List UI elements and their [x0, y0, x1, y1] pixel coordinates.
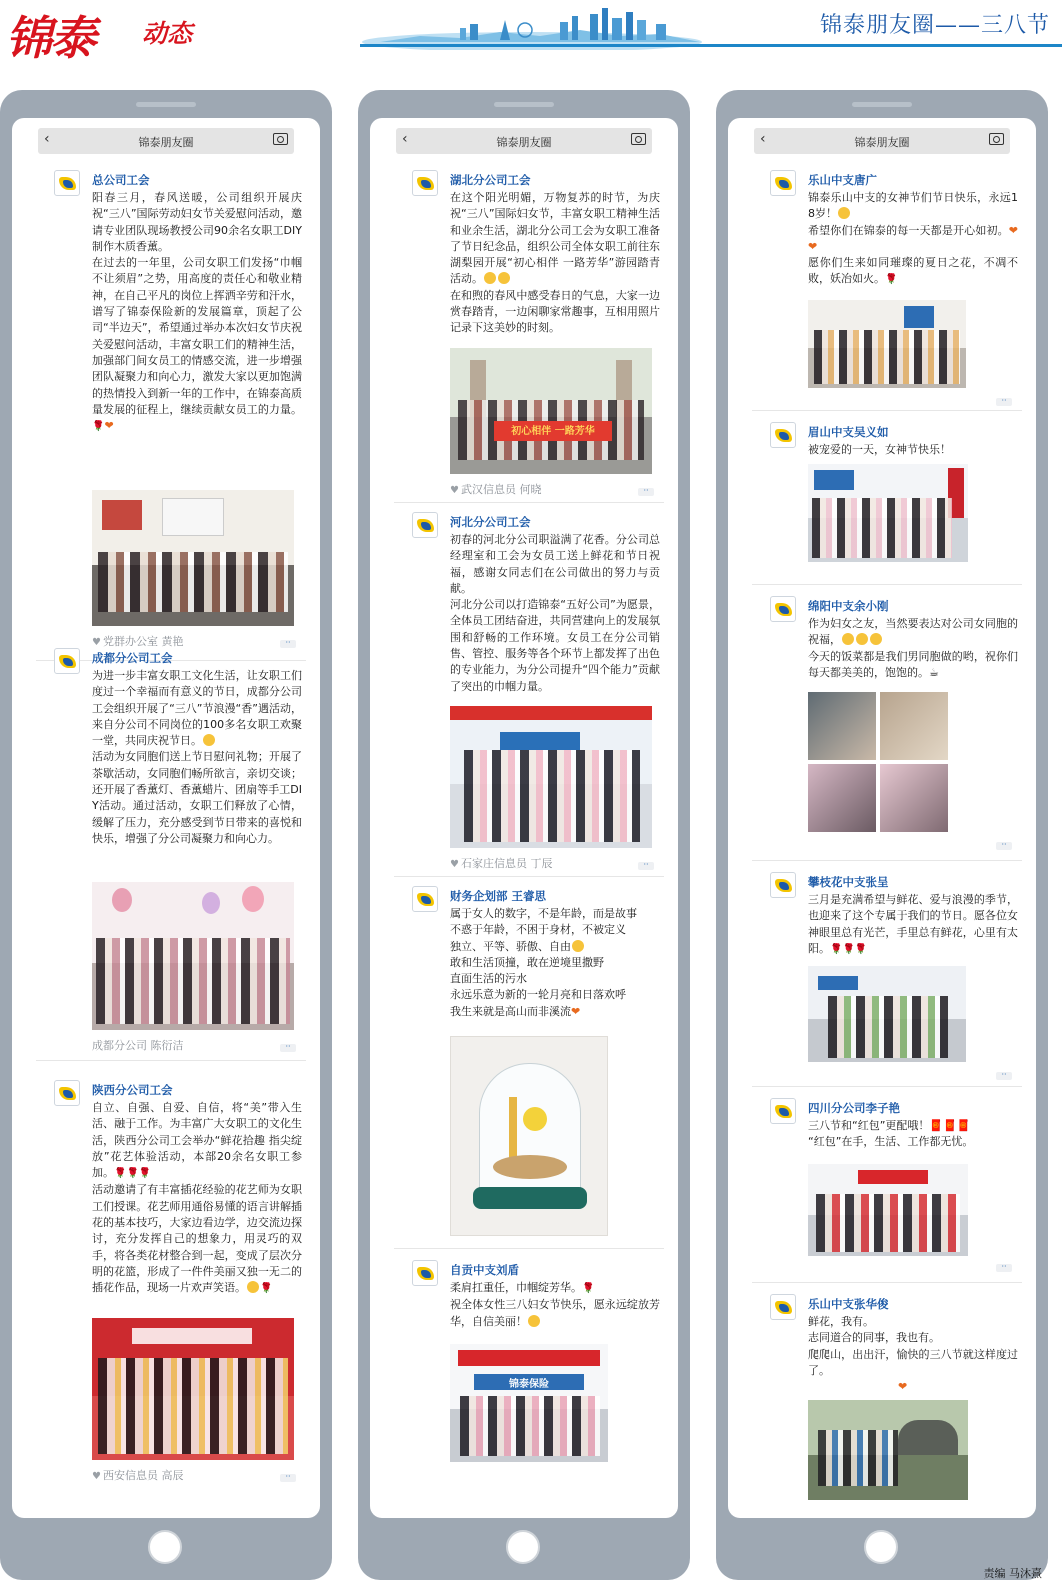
post-photo[interactable] [450, 348, 652, 474]
post-paragraph: 直面生活的污水 [450, 972, 527, 986]
post-paragraph: 在过去的一年里，公司女职工们发扬“巾帼不让须眉”之势，用高度的责任心和敬业精神，在自己平凡的岗位上挥洒辛劳和汗水，谱写了锦泰保险新的发展篇章，顶起了公司“半边天”，希望通过举办本次妇女节庆祝关爱慰问活动，丰富女职工们的精神生活，加强部门间女员工的情感交流，进一步增强团队凝聚力和向心力，激发大家以更加饱满的热情投入到新一年的工作中，在锦泰高质量发展的征程上，继续贡献女员工的力量。🌹❤ [92, 256, 302, 433]
company-logo-avatar[interactable] [412, 512, 438, 538]
like-heart-icon[interactable]: ♥ [92, 1471, 101, 1482]
post-paragraph: 在这个阳光明媚，万物复苏的时节，为庆祝“三八”国际妇女节，丰富女职工精神生活和业余生活，湖北分公司工会为女职工准备了节日纪念品，组织公司全体女职工前往东湖梨园开展“初心相伴 一路芳华”游园踏青活动。 [450, 191, 660, 286]
rose-emoji-icon: 🌹 [92, 421, 105, 433]
post-paragraph: 鲜花，我有。 [808, 1315, 874, 1328]
phone-frame-1 [0, 90, 332, 1580]
logo-main: 锦泰 [6, 11, 94, 65]
phone-frame-2 [358, 90, 690, 1580]
post-paragraph: 永远乐意为新的一轮月亮和日落欢呼 [450, 988, 626, 1002]
post-paragraph: 被宠爱的一天，女神节快乐！ [808, 443, 951, 456]
post-divider [394, 876, 664, 877]
post-author[interactable]: 乐山中支张华俊 [808, 1297, 889, 1311]
page-title: 锦泰朋友圈——三八节 [819, 13, 1050, 38]
post-text [450, 906, 660, 1020]
logo-sub: 动态 [142, 19, 193, 48]
post-paragraph [808, 1379, 1018, 1395]
post-paragraph: 敢和生活顶撞，敢在逆境里撒野 [450, 955, 604, 969]
post-text [808, 616, 1018, 681]
company-logo-avatar[interactable] [412, 1260, 438, 1286]
post-footer: ♥ 党群办公室 黄艳 [92, 635, 184, 648]
post-text [808, 190, 1018, 289]
smile-emoji-icon [856, 633, 868, 645]
smile-emoji-icon [484, 272, 496, 284]
app-title: 锦泰朋友圈 [496, 136, 552, 149]
phone-screen-2 [370, 118, 678, 1518]
rose-emoji-icon: 🌹 [582, 1283, 595, 1294]
app-topbar [396, 128, 652, 154]
company-logo-avatar[interactable] [54, 1080, 80, 1106]
more-options-icon[interactable]: ·· [638, 862, 654, 870]
post-author[interactable]: 财务企划部 王睿思 [450, 889, 547, 903]
post-author[interactable]: 成都分公司工会 [92, 651, 173, 665]
more-options-icon[interactable]: ·· [996, 842, 1012, 850]
company-logo-avatar[interactable] [770, 872, 796, 898]
post-paragraph: 自立、自强、自爱、自信，将“美”带入生活、融于工作。为丰富广大女职工的文化生活，陕西分公司工会举办“鲜花拾趣 指尖绽放”花艺体验活动，本部20余名女职工参加。🌹🌹🌹 [92, 1101, 302, 1180]
post-divider [752, 860, 1022, 861]
app-title: 锦泰朋友圈 [138, 136, 194, 149]
post-footer: 成都分公司 陈衍洁 [92, 1039, 184, 1052]
post-text [808, 1314, 1018, 1395]
camera-icon[interactable] [631, 133, 646, 145]
heart-emoji-icon: ❤ [571, 1004, 581, 1018]
post-paragraph: 柔肩扛重任，巾帼绽芳华。🌹 [450, 1281, 595, 1294]
post-text [450, 1280, 660, 1330]
phone-home-button [148, 1530, 182, 1564]
like-heart-icon[interactable]: ♥ [450, 485, 459, 496]
post-photo[interactable] [450, 1036, 608, 1236]
photo-banner-text: 初心相伴 一路芳华 [511, 426, 595, 438]
more-options-icon[interactable]: ·· [996, 398, 1012, 406]
post-text [92, 190, 302, 435]
more-options-icon[interactable]: ·· [638, 488, 654, 496]
more-options-icon[interactable]: ·· [996, 1072, 1012, 1080]
post-divider [36, 1060, 306, 1061]
post-footer: ♥ 石家庄信息员 丁辰 [450, 857, 553, 870]
post-author[interactable]: 陕西分公司工会 [92, 1083, 173, 1097]
coffee-emoji-icon: ☕ [929, 665, 939, 679]
post-divider [394, 502, 664, 503]
smile-emoji-icon [203, 734, 215, 746]
post-footer: ♥ 西安信息员 高辰 [92, 1469, 184, 1482]
post-paragraph: 活动邀请了有丰富插花经验的花艺师为女职工们授课。花艺师用通俗易懂的语言讲解插花的基本技巧，大家边看边学，边交流边探讨，充分发挥自己的想象力，用灵巧的双手，将各类花材整合到一起，变成了层次分明的花篮，形成了一件件美丽又独一无二的插花作品，现场一片欢声笑语。 🌹 [92, 1183, 302, 1295]
post-photo[interactable] [92, 1318, 294, 1460]
company-logo-avatar[interactable] [770, 170, 796, 196]
speaker-slot [136, 102, 196, 107]
back-arrow-icon[interactable]: ‹ [760, 131, 766, 147]
post-paragraph: 锦泰乐山中支的女神节们节日快乐，永远18岁！ [808, 191, 1018, 221]
smile-emoji-icon [870, 633, 882, 645]
like-heart-icon[interactable]: ♥ [92, 637, 101, 648]
rose-emoji-icon: 🌹🌹🌹 [114, 1168, 152, 1180]
smile-emoji-icon [528, 1315, 540, 1327]
post-photo[interactable] [450, 1344, 608, 1462]
speaker-slot [494, 102, 554, 107]
header-rule [360, 44, 1062, 47]
post-author[interactable]: 自贡中支刘盾 [450, 1263, 519, 1277]
post-photo[interactable] [808, 966, 966, 1062]
company-logo-avatar[interactable] [412, 170, 438, 196]
post-paragraph: 属于女人的数字，不是年龄，而是故事 [450, 907, 637, 920]
skyline-illustration [360, 2, 705, 50]
rose-emoji-icon: 🌹 [260, 1283, 273, 1295]
post-photo[interactable] [808, 300, 966, 388]
smile-emoji-icon [498, 272, 510, 284]
company-logo-avatar[interactable] [54, 170, 80, 196]
heart-emoji-icon: ❤ [898, 1380, 908, 1394]
post-paragraph: 初春的河北分公司职溢满了花香。分公司总经理室和工会为女员工送上鲜花和节日祝福，感谢女同志们在公司做出的努力与贡献。 [450, 533, 660, 595]
post-photo[interactable] [808, 464, 968, 562]
rose-emoji-icon: 🌹🌹🌹 [830, 943, 868, 955]
post-paragraph: 活动为女同胞们送上节日慰问礼物；开展了茶歇活动，女同胞们畅所欲言，亲切交谈；还开展了香薰灯、香薰蜡片、团扇等手工DIY活动。通过活动，女职工们释放了心情，缓解了压力，充分感受到节日带来的喜悦和快乐，增强了分公司凝聚力和向心力。 [92, 750, 302, 845]
post-paragraph: 我生来就是高山而非溪流❤ [450, 1004, 581, 1018]
post-divider [752, 1086, 1022, 1087]
heart-emoji-icon: ❤❤ [808, 223, 1018, 253]
company-logo-avatar[interactable] [770, 596, 796, 622]
post-divider [752, 410, 1022, 411]
rose-emoji-icon: 🌹 [885, 274, 898, 286]
more-options-icon[interactable]: ·· [996, 1264, 1012, 1272]
post-text [808, 442, 1018, 458]
speaker-slot [852, 102, 912, 107]
post-text [450, 532, 660, 695]
smile-emoji-icon [842, 633, 854, 645]
post-divider [752, 584, 1022, 585]
post-author[interactable]: 河北分公司工会 [450, 515, 531, 529]
editor-credit: 责编 马沐熹 [983, 1567, 1042, 1580]
phone-screen-3 [728, 118, 1036, 1518]
more-options-icon[interactable]: ·· [280, 640, 296, 648]
camera-icon[interactable] [273, 133, 288, 145]
phone-home-button [864, 1530, 898, 1564]
post-text [808, 1118, 1018, 1151]
post-photo[interactable] [808, 1400, 968, 1500]
smile-emoji-icon [838, 207, 850, 219]
post-text [450, 190, 660, 337]
post-paragraph: 在和煦的春风中感受春日的气息，大家一边赏春踏青，一边闲聊家常趣事，互相用照片记录下这美妙的时刻。 [450, 288, 660, 335]
smile-emoji-icon [572, 940, 584, 952]
post-paragraph: 作为妇女之友，当然要表达对公司女同胞的祝福， [808, 617, 1018, 647]
post-paragraph: 三月是充满希望与鲜花、爱与浪漫的季节，也迎来了这个专属于我们的节日。愿各位女神眼里总有光芒，手里总有鲜花，心里有太阳。🌹🌹🌹 [808, 893, 1018, 955]
company-logo-avatar[interactable] [54, 648, 80, 674]
back-arrow-icon[interactable]: ‹ [402, 131, 408, 147]
post-photo[interactable] [92, 882, 294, 1030]
camera-icon[interactable] [989, 133, 1004, 145]
phone-home-button [506, 1530, 540, 1564]
post-photo[interactable] [808, 1164, 968, 1256]
company-logo-avatar[interactable] [770, 1294, 796, 1320]
post-paragraph: 希望你们在锦泰的每一天都是开心如初。❤❤ [808, 223, 1018, 253]
more-options-icon[interactable]: ·· [280, 1044, 296, 1052]
app-title: 锦泰朋友圈 [854, 136, 910, 149]
post-paragraph: 志同道合的同事，我也有。 [808, 1331, 940, 1345]
company-logo-avatar[interactable] [770, 422, 796, 448]
back-arrow-icon[interactable]: ‹ [44, 131, 50, 147]
post-paragraph: 不惑于年龄，不困于身材，不被定义 [450, 923, 626, 937]
app-topbar [38, 128, 294, 154]
heart-emoji-icon: ❤ [104, 419, 114, 433]
company-logo-avatar[interactable] [770, 1098, 796, 1124]
post-photo[interactable] [450, 706, 652, 848]
post-footer: ♥ 武汉信息员 何晓 [450, 483, 542, 496]
post-paragraph: 愿你们生来如同璀璨的夏日之花，不凋不败，妖冶如火。🌹 [808, 256, 1018, 286]
like-heart-icon[interactable]: ♥ [450, 859, 459, 870]
post-text [808, 892, 1018, 958]
post-paragraph: 为进一步丰富女职工文化生活，让女职工们度过一个幸福而有意义的节日，成都分公司工会组织开展了“三八”节浪漫“香”遇活动，来自分公司不同岗位的100多名女职工欢聚一堂，共同庆祝节日。 [92, 669, 302, 748]
post-paragraph: 河北分公司以打造锦泰“五好公司”为愿景，全体员工团结奋进，共同营建向上的发展氛围和舒畅的工作环境。女员工在分公司销售、管控、服务等各个环节上都发挥了出色的专业能力，为分公司提升“四个能力”贡献了突出的巾帼力量。 [450, 598, 660, 693]
post-paragraph: “红包”在手，生活、工作都无忧。 [808, 1135, 974, 1149]
red-envelope-emoji-icon: 🧧🧧🧧 [929, 1119, 971, 1132]
phone-screen-1 [12, 118, 320, 1518]
post-paragraph: 阳春三月，春风送暖，公司组织开展庆祝“三八”国际劳动妇女节关爱慰问活动，邀请专业团队现场教授公司90余名女职工DIY制作木质香薰。 [92, 191, 302, 253]
post-paragraph: 今天的饭菜都是我们男同胞做的哟，祝你们每天都美美的，饱饱的。☕ [808, 649, 1018, 679]
company-logo-avatar[interactable] [412, 886, 438, 912]
post-author[interactable]: 总公司工会 [92, 173, 150, 187]
post-author[interactable]: 眉山中支吴义如 [808, 425, 889, 439]
phone-frame-3 [716, 90, 1048, 1580]
post-divider [752, 1282, 1022, 1283]
post-photo-grid[interactable] [808, 692, 948, 832]
post-text [92, 1100, 302, 1298]
post-author[interactable]: 乐山中支唐广 [808, 173, 877, 187]
smile-emoji-icon [247, 1281, 259, 1293]
post-paragraph: 祝全体女性三八妇女节快乐，愿永远绽放芳华，自信美丽！ [450, 1298, 660, 1328]
app-topbar [754, 128, 1010, 154]
photo-banner-text: 锦泰保险 [509, 1379, 549, 1390]
post-photo[interactable] [92, 490, 294, 626]
post-author[interactable]: 绵阳中支余小刚 [808, 599, 889, 613]
post-divider [394, 1248, 664, 1249]
post-paragraph: 独立、平等、骄傲、自由 [450, 939, 660, 955]
masthead [0, 0, 1062, 65]
post-author[interactable]: 攀枝花中支张呈 [808, 875, 889, 889]
post-text [92, 668, 302, 847]
post-paragraph: 三八节和“红包”更配哦！🧧🧧🧧 [808, 1119, 971, 1132]
post-author[interactable]: 湖北分公司工会 [450, 173, 531, 187]
post-paragraph: 爬爬山，出出汗，愉快的三八节就这样度过了。 [808, 1347, 1018, 1377]
post-author[interactable]: 四川分公司李子艳 [808, 1101, 900, 1115]
more-options-icon[interactable]: ·· [280, 1474, 296, 1482]
